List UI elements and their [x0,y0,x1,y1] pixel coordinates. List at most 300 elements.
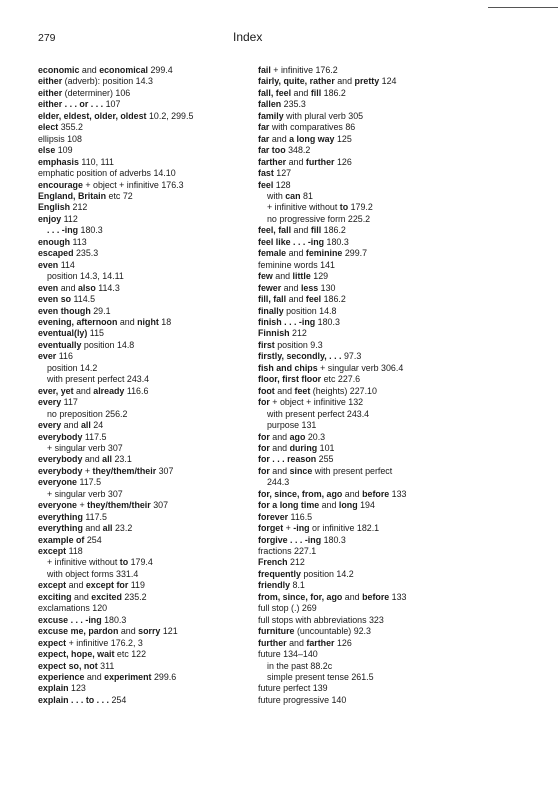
index-text: 126 [334,637,352,648]
index-text: 186.2 [321,87,346,98]
index-entry [258,512,556,523]
index-entry [38,65,253,76]
index-term: furniture [258,626,295,637]
index-text: and [269,133,290,144]
index-entry [38,661,253,672]
index-text: 123 [68,683,86,694]
index-term: floor, first floor [258,374,322,385]
index-term: fill, fall [258,294,287,305]
index-text: 114.3 [95,282,120,293]
index-column-right [258,65,556,706]
index-text: and [286,248,306,259]
index-text: emphatic position of adverbs 14.10 [38,168,176,179]
index-text: 127 [273,168,292,179]
index-text: 117 [61,397,78,408]
index-text: position 14.8 [81,339,135,350]
index-term: can [285,190,301,201]
index-text: 110, 111 [78,156,114,167]
index-text: 180.3 [101,614,127,625]
index-text: and [319,500,339,511]
index-term: excuse . . . -ing [38,614,102,625]
index-entry [258,317,556,328]
index-text: fractions 227.1 [258,546,317,557]
index-text: and [82,454,103,465]
index-text: 129 [310,271,329,282]
index-term: little [292,271,311,282]
index-text: 235.3 [73,248,99,259]
index-term: excited [91,591,122,602]
index-term: eventually [38,339,82,350]
index-term: during [289,442,318,453]
index-text: 117.5 [82,511,107,522]
index-text: position 14.3, 14.11 [47,271,124,282]
index-entry [258,500,556,511]
index-text: and [342,488,363,499]
index-entry [38,523,253,534]
index-entry [258,145,556,156]
index-term: a long way [289,133,335,144]
index-text: 23.2 [112,523,133,534]
index-entry [258,443,556,454]
index-text: and [281,282,301,293]
index-term: they/them/their [92,465,157,476]
index-entry [258,237,556,248]
index-term: either [38,76,63,87]
index-entry [38,317,253,328]
index-term: first [258,339,275,350]
index-term: elder, eldest, older, oldest [38,110,147,121]
index-entry [38,283,253,294]
index-text: 212 [287,557,305,568]
index-term: even [38,282,59,293]
index-term: frequently [258,568,301,579]
index-entry [258,340,556,351]
index-term: finish . . . -ing [258,316,316,327]
index-text: 194 [357,500,375,511]
index-text: 355.2 [58,122,83,133]
index-text: + [76,500,88,511]
index-term: even though [38,305,91,316]
index-term: except for [85,580,129,591]
index-entry [258,111,556,122]
index-term: long [338,500,358,511]
index-text: (heights) 227.10 [310,385,377,396]
index-term: also [77,282,96,293]
index-text: 119 [128,580,145,591]
index-term: forever [258,511,289,522]
index-text: 311 [97,660,115,671]
index-text: 118 [66,546,83,557]
index-entry [258,168,556,179]
index-entry [38,122,253,133]
index-term: all [102,454,113,465]
index-text: + singular verb 306.4 [317,362,404,373]
index-entry [258,271,556,282]
index-entry [258,580,556,591]
index-entry [258,386,556,397]
index-text: 10.2, 299.5 [146,110,194,121]
index-subentry [38,374,253,385]
index-text: 186.2 [321,225,346,236]
index-entry [38,111,253,122]
index-entry [258,546,556,557]
index-term: eventual(ly) [38,328,88,339]
index-column-left [38,65,253,706]
index-entry [38,432,253,443]
index-term: all [80,420,91,431]
index-entry [258,535,556,546]
index-term: less [300,282,319,293]
index-text: simple present tense 261.5 [267,672,374,683]
index-text: 112 [61,213,78,224]
index-term: experiment [104,672,152,683]
index-entry [38,351,253,362]
index-term: even so [38,294,72,305]
index-entry [258,88,556,99]
index-text: and [269,465,290,476]
index-text: and [274,385,295,396]
index-term: for [258,442,270,453]
index-term: for, since, from, ago [258,488,343,499]
index-term: female [258,248,287,259]
index-term: fairly, quite, rather [258,76,335,87]
index-subentry [258,409,556,420]
index-term: -ing [293,523,310,534]
index-text: 81 [300,190,313,201]
index-text: position 9.3 [274,339,323,350]
index-entry [38,134,253,145]
index-entry [38,638,253,649]
index-entry [258,99,556,110]
index-text: etc 227.6 [321,374,361,385]
index-text: 180.3 [78,225,103,236]
index-text: 235.2 [121,591,147,602]
index-entry [38,683,253,694]
index-subentry [258,191,556,202]
index-text: 124 [379,76,397,87]
index-term: expect, hope, wait [38,649,115,660]
index-entry [38,248,253,259]
index-term: farther [306,637,335,648]
index-term: even [38,259,59,270]
index-term: firstly, secondly, . . . [258,351,342,362]
index-text: + singular verb 307 [47,488,123,499]
index-entry [258,328,556,339]
index-text: and [61,420,81,431]
index-entry [38,615,253,626]
index-entry [38,386,253,397]
index-text: or infinitive 182.1 [309,523,380,534]
index-text: (determiner) 106 [62,87,131,98]
index-entry [258,248,556,259]
index-term: fast [258,168,274,179]
index-term: fallen [258,99,282,110]
index-entry [38,500,253,511]
index-text: 114 [58,259,75,270]
index-text: and [286,637,307,648]
index-text: 212 [289,328,307,339]
index-subentry [258,202,556,213]
index-term: finally [258,305,284,316]
index-entry [38,306,253,317]
index-text: (adverb): position 14.3 [62,76,153,87]
index-text: with [267,190,286,201]
index-term: emphasis [38,156,79,167]
index-text: and [84,672,105,683]
index-term: every [38,420,62,431]
index-term: excuse me, pardon [38,626,119,637]
index-text: 299.4 [148,65,173,75]
index-text: 117.5 [76,477,101,488]
index-term: night [137,316,159,327]
index-term: feet [294,385,311,396]
index-entry [258,351,556,362]
index-text: + [82,465,93,476]
index-term: encourage [38,179,83,190]
index-entry [258,626,556,637]
index-text: 97.3 [341,351,362,362]
index-text: with object forms 331.4 [47,568,139,579]
index-text: with plural verb 305 [283,110,364,121]
index-entry [38,202,253,213]
index-entry [258,306,556,317]
index-entry [38,477,253,488]
index-entry [38,260,253,271]
index-text: 235.3 [281,99,306,110]
index-entry [38,191,253,202]
index-term: all [102,523,113,534]
index-term: except [38,580,67,591]
index-subentry [38,225,253,236]
index-term: farther [258,156,287,167]
index-term: ever [38,351,57,362]
index-text: 254 [109,694,127,705]
index-text: 125 [334,133,352,144]
index-term: except [38,546,67,557]
index-entry [38,214,253,225]
index-term: fish and chips [258,362,318,373]
index-term: for [258,397,270,408]
index-text: 101 [317,442,335,453]
index-text: and [269,442,290,453]
index-term: evening, afternoon [38,316,118,327]
index-term: explain [38,683,69,694]
index-term: further [258,637,287,648]
index-entry [258,638,556,649]
index-term: ever, yet [38,385,74,396]
index-entry [38,237,253,248]
index-entry [38,649,253,660]
index-text: 348.2 [285,145,311,156]
index-entry [38,466,253,477]
index-text: 116.5 [288,511,313,522]
index-entry [258,65,556,76]
index-text: and [334,76,355,87]
index-term: England, Britain [38,190,107,201]
index-term: exciting [38,591,72,602]
index-term: forgive . . . -ing [258,534,322,545]
index-entry [258,615,556,626]
index-term: expect so, not [38,660,98,671]
index-term: else [38,145,56,156]
index-term: far too [258,145,286,156]
index-entry [38,695,253,706]
index-text: 113 [70,236,87,247]
index-text: future progressive 140 [258,694,347,705]
index-subentry [258,672,556,683]
index-entry [38,340,253,351]
index-subentry [38,489,253,500]
index-term: explain . . . to . . . [38,694,110,705]
index-entry [258,557,556,568]
index-text: etc 122 [114,649,147,660]
index-text: + singular verb 307 [47,442,123,453]
index-term: fill [310,225,322,236]
index-text: no progressive form 225.2 [267,213,371,224]
index-text: 180.3 [324,236,349,247]
index-entry [38,420,253,431]
index-subentry [38,409,253,420]
index-entry [258,157,556,168]
index-text: + object + infinitive 132 [269,397,364,408]
index-text: + infinitive without [47,557,120,568]
running-header-title: Index [233,30,263,44]
top-rule-line [488,7,558,8]
index-text: 255 [316,454,334,465]
index-term: far [258,133,270,144]
index-text: position 14.8 [283,305,337,316]
index-entry [258,225,556,236]
index-term: everybody [38,454,83,465]
index-entry [38,592,253,603]
index-entry [38,535,253,546]
index-term: to [119,557,129,568]
index-term: feminine [305,248,343,259]
index-entry [38,76,253,87]
index-term: enough [38,236,71,247]
index-term: fewer [258,282,282,293]
index-term: feel [258,179,274,190]
index-text: position 14.2 [300,568,354,579]
index-term: further [305,156,335,167]
index-text: 307 [150,500,169,511]
index-entry [38,512,253,523]
index-entry [258,523,556,534]
index-entry [258,283,556,294]
index-text: + infinitive without [267,202,340,213]
index-text: full stops with abbreviations 323 [258,614,384,625]
index-term: English [38,202,71,213]
index-text: future 134–140 [258,649,318,660]
index-term: fail [258,65,271,75]
index-text: and [66,580,86,591]
index-text: 244.3 [267,477,290,488]
index-text: position 14.2 [47,362,98,373]
index-text: and [71,591,92,602]
index-entry [38,180,253,191]
index-term: feel like . . . -ing [258,236,325,247]
index-entry [258,432,556,443]
index-term: expect [38,637,67,648]
index-term: fill [310,87,322,98]
index-subentry [258,477,556,488]
index-term: already [93,385,125,396]
index-term: since [289,465,313,476]
index-text: 109 [55,145,73,156]
index-entry [38,546,253,557]
index-term: elect [38,122,59,133]
index-text: 8.1 [290,580,305,591]
index-text: 133 [389,591,407,602]
index-text: and [73,385,94,396]
index-entry [258,122,556,133]
index-term: before [362,591,390,602]
index-text: and [269,431,290,442]
index-term: economic [38,65,80,75]
index-text: etc 72 [106,190,133,201]
index-text: in the past 88.2c [267,660,333,671]
index-term: fall, feel [258,87,292,98]
index-text: 23.1 [112,454,132,465]
index-entry [38,88,253,99]
index-text: 114.5 [71,294,96,305]
index-text: exclamations 120 [38,603,108,614]
index-term: economical [99,65,149,75]
index-text: and [342,591,363,602]
index-text: no preposition 256.2 [47,408,128,419]
index-subentry [38,557,253,568]
index-entry [38,672,253,683]
index-text: with present perfect [312,465,393,476]
index-term: before [362,488,390,499]
index-text: and [79,65,100,75]
index-text: 18 [158,316,172,327]
index-text: 133 [389,488,407,499]
index-text: 130 [318,282,336,293]
index-entry [258,603,556,614]
index-text: 180.3 [321,534,346,545]
index-text: and [118,626,139,637]
index-entry [258,363,556,374]
index-subentry [38,569,253,580]
index-term: ago [289,431,306,442]
index-term: Finnish [258,328,290,339]
index-text: with present perfect 243.4 [47,374,150,385]
index-entry [38,397,253,408]
index-term: for a long time [258,500,320,511]
index-term: French [258,557,288,568]
index-subentry [38,271,253,282]
index-term: for [258,431,270,442]
index-entry [38,580,253,591]
index-text: 29.1 [90,305,111,316]
index-entry [258,569,556,580]
index-text: full stop (.) 269 [258,603,317,614]
index-term: family [258,110,284,121]
index-term: everybody [38,431,83,442]
index-term: everything [38,511,83,522]
index-entry [258,374,556,385]
index-entry [258,180,556,191]
index-text: 117.5 [82,431,107,442]
index-subentry [258,420,556,431]
index-text: + infinitive 176.2 [270,65,338,75]
index-term: to [339,202,349,213]
index-subentry [258,214,556,225]
index-term: for [258,465,270,476]
index-text: purpose 131 [267,420,317,431]
index-term: everyone [38,477,77,488]
